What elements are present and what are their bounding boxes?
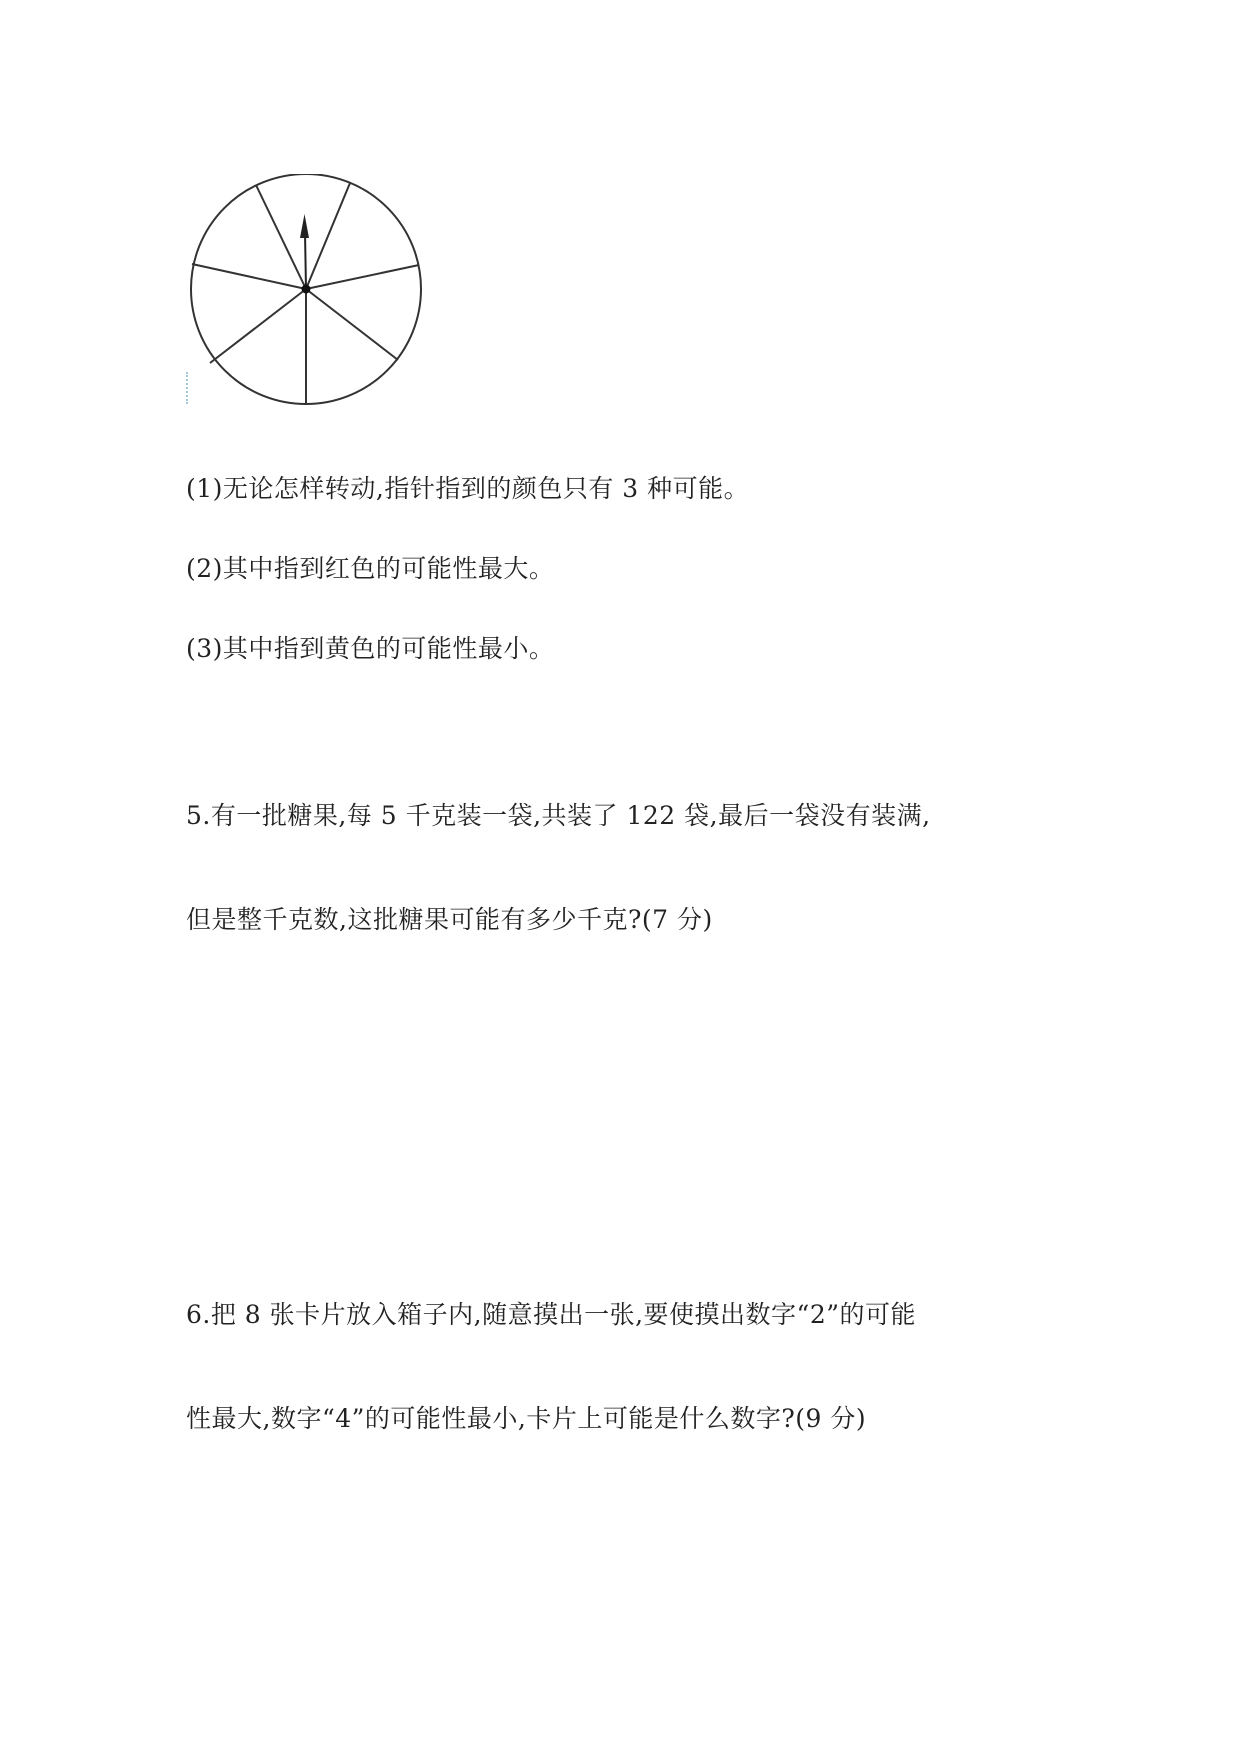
sector-divider: [256, 185, 306, 289]
question-5-line-2: 但是整千克数,这批糖果可能有多少千克?(7 分): [186, 905, 713, 934]
dotted-marks: [186, 372, 192, 404]
sector-divider: [210, 289, 306, 363]
sector-divider: [192, 264, 306, 289]
sector-divider: [306, 183, 350, 289]
question-5-line-1: 5.有一批糖果,每 5 千克装一袋,共装了 122 袋,最后一袋没有装满,: [186, 801, 931, 830]
pointer-arrowhead: [300, 214, 309, 238]
statement-1: (1)无论怎样转动,指针指到的颜色只有 3 种可能。: [186, 474, 750, 503]
question-6-line-2: 性最大,数字“4”的可能性最小,卡片上可能是什么数字?(9 分): [186, 1404, 867, 1433]
sector-divider: [306, 289, 398, 360]
pointer-pivot: [302, 285, 311, 294]
statement-2: (2)其中指到红色的可能性最大。: [186, 554, 555, 583]
sector-divider: [306, 265, 419, 289]
spinner-diagram: [186, 174, 426, 414]
statement-3: (3)其中指到黄色的可能性最小。: [186, 634, 555, 663]
question-6-line-1: 6.把 8 张卡片放入箱子内,随意摸出一张,要使摸出数字“2”的可能: [186, 1300, 917, 1329]
